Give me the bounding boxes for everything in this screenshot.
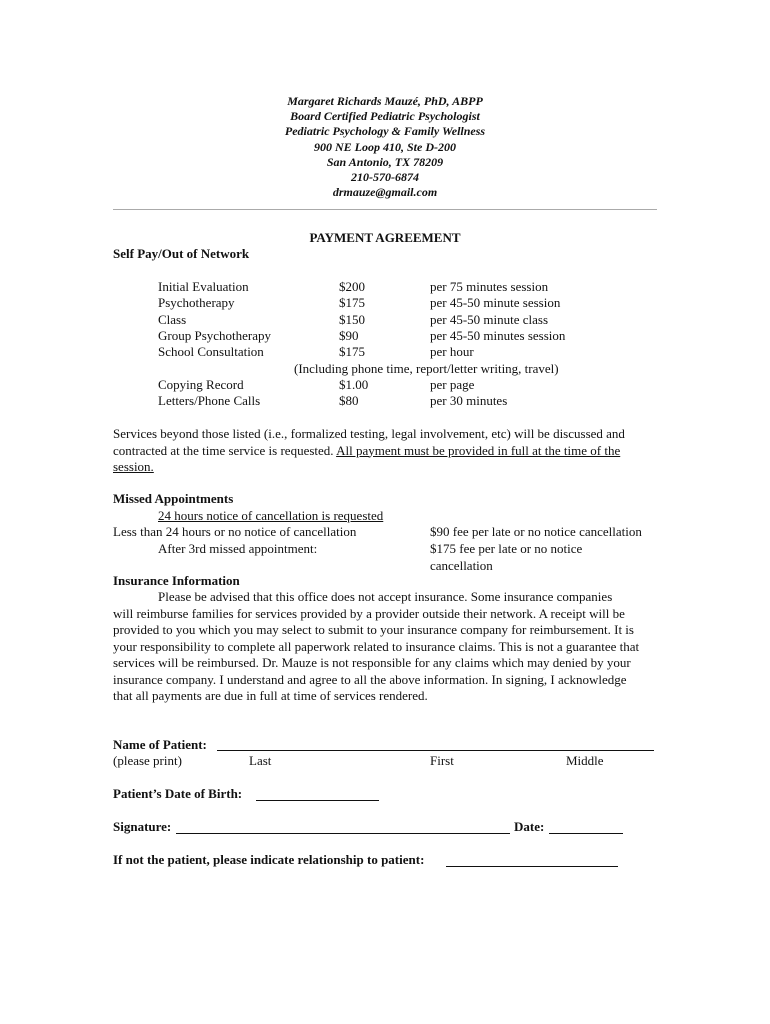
dob-field[interactable] (256, 800, 379, 801)
fee-service: Group Psychotherapy (158, 328, 272, 343)
date-label: Date: (514, 819, 545, 834)
fee-price: $175 (339, 295, 365, 310)
middle-name-caption: Middle (566, 753, 604, 768)
selfpay-heading: Self Pay/Out of Network (113, 246, 250, 261)
fee-price: $80 (339, 393, 359, 408)
fee-service: Class (158, 312, 187, 327)
missed-heading: Missed Appointments (113, 491, 234, 506)
payment-due-text: All payment must be provided in full at the time of the session. (113, 442, 621, 474)
late-cancel-fee: $90 fee per late or no notice cancellation (430, 524, 642, 539)
date-field[interactable] (549, 833, 623, 834)
fee-service: Copying Record (158, 377, 244, 392)
practice-name: Pediatric Psychology & Family Wellness (284, 124, 486, 139)
document-title: PAYMENT AGREEMENT (309, 230, 461, 245)
last-name-caption: Last (249, 753, 272, 768)
third-missed-label: After 3rd missed appointment: (158, 541, 318, 556)
email-address: drmauze@gmail.com (332, 185, 438, 200)
provider-name: Margaret Richards Mauzé, PhD, ABPP (287, 94, 483, 108)
insurance-lead: Please be advised that this office does not accept insurance. Some insurance companies (158, 589, 613, 604)
phone-number: 210-570-6874 (351, 170, 419, 185)
provider-credential: Board Certified Pediatric Psychologist (290, 109, 480, 124)
relationship-label: If not the patient, please indicate relationship to patient: (113, 852, 425, 867)
fee-service: Psychotherapy (158, 295, 235, 310)
address-line-2: San Antonio, TX 78209 (326, 154, 444, 169)
patient-name-field[interactable] (217, 750, 654, 751)
fee-service: School Consultation (158, 344, 264, 359)
fee-service: Initial Evaluation (158, 279, 249, 294)
fee-unit: per hour (430, 344, 474, 359)
services-paragraph (113, 426, 648, 476)
letterhead (113, 94, 657, 200)
fee-price: $200 (339, 279, 365, 294)
signature-field[interactable] (176, 833, 510, 834)
fee-service: Letters/Phone Calls (158, 393, 261, 408)
insurance-paragraph (113, 589, 648, 705)
fee-price: $175 (339, 344, 365, 359)
cancellation-notice: 24 hours notice of cancellation is requested (158, 508, 384, 523)
first-name-caption: First (430, 753, 454, 768)
services-text: Services beyond those listed (i.e., formalized testing, legal involvement, etc) will be discussed and contracted at the time service is requested. (113, 426, 625, 458)
address-line-1: 900 NE Loop 410, Ste D-200 (314, 139, 456, 154)
please-print-note: (please print) (113, 753, 182, 768)
fee-unit: per 30 minutes (430, 393, 508, 408)
third-missed-fee: $175 fee per late or no notice cancellation (430, 541, 583, 573)
fee-unit: per page (430, 377, 475, 392)
fee-price: $90 (339, 328, 359, 343)
insurance-heading: Insurance Information (113, 573, 240, 588)
fee-price: $1.00 (339, 377, 369, 392)
late-cancel-label: Less than 24 hours or no notice of cancellation (113, 524, 357, 539)
patient-name-label: Name of Patient: (113, 737, 207, 752)
fee-unit: per 45-50 minute session (430, 295, 561, 310)
fee-unit: per 45-50 minute class (430, 312, 549, 327)
fee-unit: per 45-50 minutes session (430, 328, 566, 343)
fee-note: (Including phone time, report/letter writing, travel) (294, 361, 559, 376)
fee-price: $150 (339, 312, 365, 327)
relationship-field[interactable] (446, 866, 618, 867)
insurance-body: will reimburse families for services provided by a provider outside their network. A receipt will be provided to you which you may select to submit to your insurance company for reimbursement. It is your responsibility to complete all paperwork related to insurance claims. This is not a guarantee that services will be reimbursed. Dr. Mauze is not responsible for any claims which may denied by your insurance company. I understand and agree to all the above information. In signing, I acknowledge that all payments are due in full at time of services rendered. (113, 605, 640, 703)
dob-label: Patient’s Date of Birth: (113, 786, 243, 801)
signature-label: Signature: (113, 819, 172, 834)
header-divider (113, 209, 657, 210)
fee-unit: per 75 minutes session (430, 279, 549, 294)
